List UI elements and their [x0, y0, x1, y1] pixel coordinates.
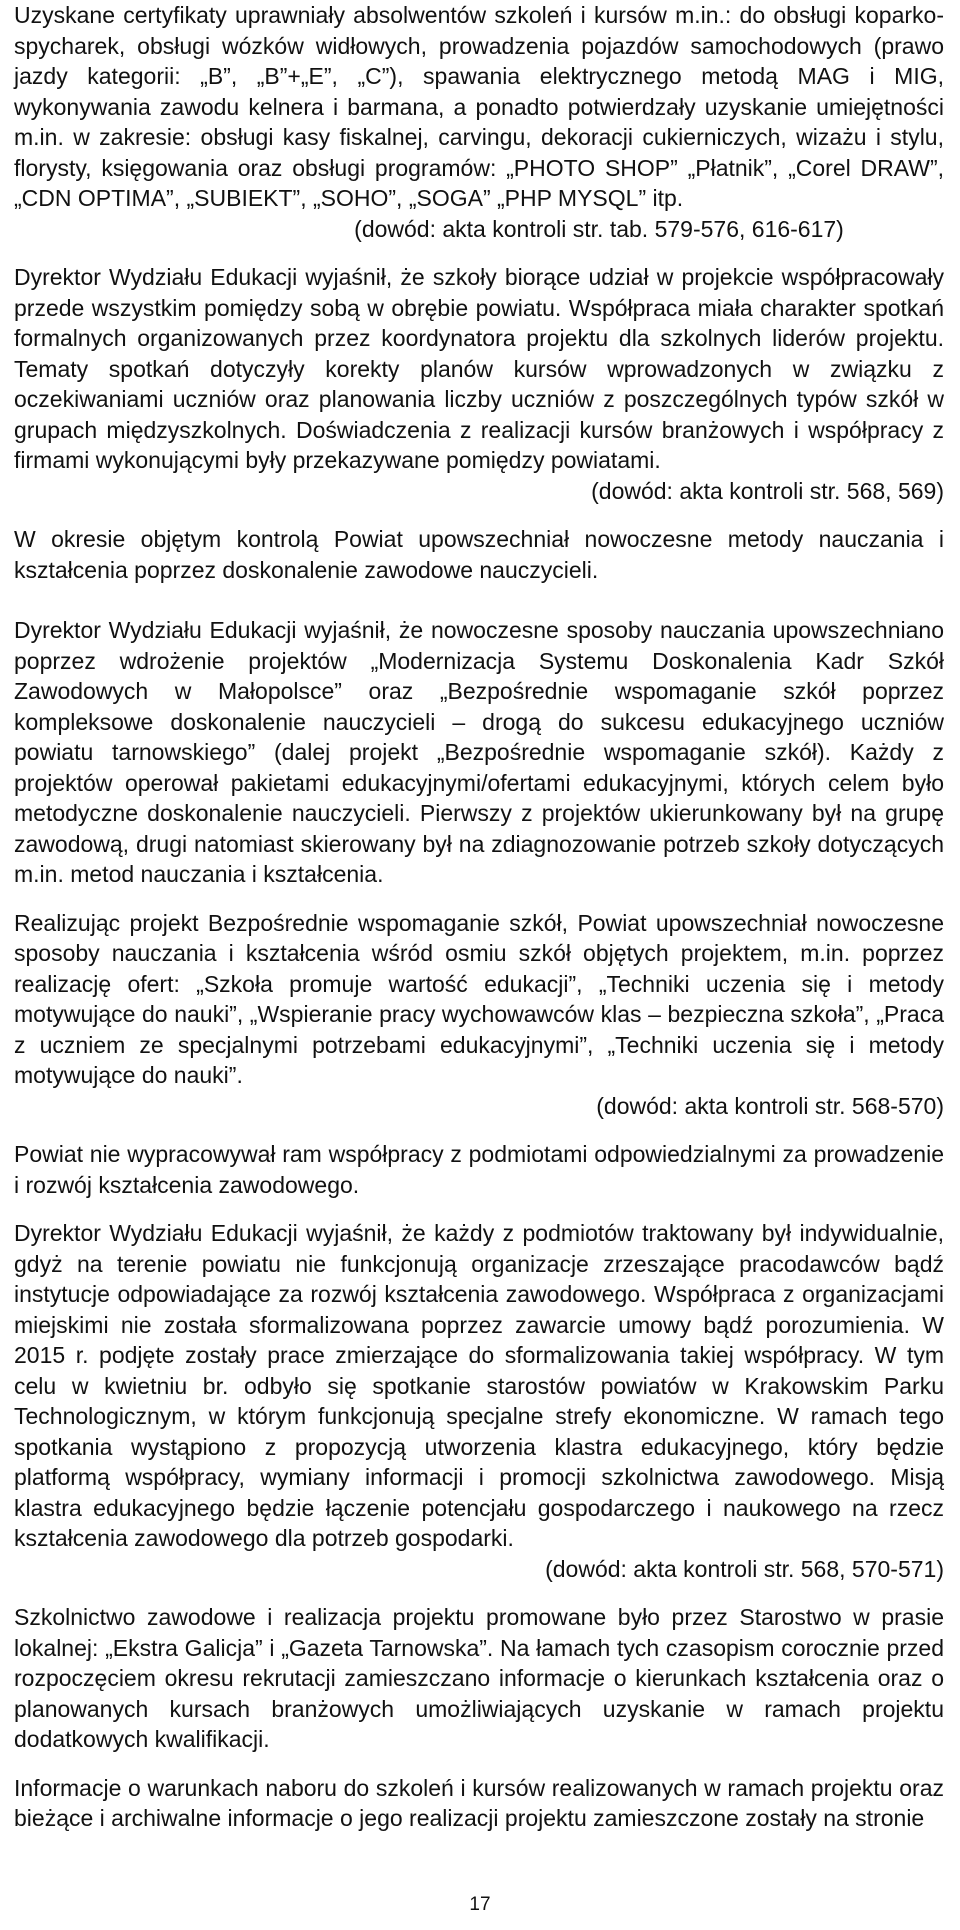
- paragraph-school-support: Realizując projekt Bezpośrednie wspomaganie szkół, Powiat upowszechniał nowoczesne sposoby nauczania i kształcenia wśród osmiu szkół objętych projektem, m.in. poprzez realizację ofert: „Szkoła promuje wartość edukacji”, „Techniki uczenia się i metody motywujące do nauki”, „Wspieranie pracy wychowawców klas – bezpieczna szkoła”, „Praca z uczniem ze specjalnymi potrzebami edukacyjnymi”, „Techniki uczenia się i metody motywujące do nauki”.: [14, 909, 944, 1088]
- paragraph-cluster: Dyrektor Wydziału Edukacji wyjaśnił, że każdy z podmiotów traktowany był indywidualnie, gdyż na terenie powiatu nie funkcjonują organizacje zrzeszające pracodawców bądź instytucje odpowiadające za rozwój kształcenia zawodowego. Współpraca z organizacjami miejskimi nie została sformalizowana poprzez zawarcie umowy bądź porozumienia. W 2015 r. podjęte zostały prace zmierzające do sformalizowania takiej współpracy. W tym celu w kwietniu br. odbyło się spotkanie starostów powiatów w Krakowskim Parku Technologicznym, w którym funkcjonują specjalne strefy ekonomiczne. W ramach tego spotkania wystąpiono z propozycją utworzenia klastra edukacyjnego, który będzie platformą współpracy, wymiany informacji i promocji szkolnictwa zawodowego. Misją klastra edukacyjnego będzie łączenie potencjału gospodarczego i naukowego na rzecz kształcenia zawodowego dla potrzeb gospodarki.: [14, 1220, 944, 1551]
- paragraph-modern-methods: W okresie objętym kontrolą Powiat upowszechniał nowoczesne metody nauczania i kształcenia poprzez doskonalenie zawodowe nauczycieli.: [14, 526, 944, 583]
- evidence-citation: (dowód: akta kontroli str. 568, 569): [591, 477, 944, 504]
- paragraph-projects: Dyrektor Wydziału Edukacji wyjaśnił, że nowoczesne sposoby nauczania upowszechniano poprzez wdrożenie projektów „Modernizacja Systemu Doskonalenia Kadr Szkół Zawodowych w Małopolsce” oraz „Bezpośrednie wspomaganie szkół poprzez kompleksowe doskonalenie nauczycieli – drogą do sukcesu edukacyjnego uczniów powiatu tarnowskiego” (dalej projekt „Bezpośrednie wspomaganie szkół). Każdy z projektów operował pakietami edukacyjnymi/ofertami edukacyjnymi, których celem było metodyczne doskonalenie nauczycieli. Pierwszy z projektów ukierunkowany był na grupę zawodową, drugi natomiast skierowany był na zdiagnozowanie potrzeb szkoły dotyczących m.in. metod nauczania i kształcenia.: [14, 617, 944, 887]
- document-body: [14, 0, 944, 1834]
- paragraph-certificates: Uzyskane certyfikaty uprawniały absolwentów szkoleń i kursów m.in.: do obsługi koparko-spycharek, obsługi wózków widłowych, prowadzenia pojazdów samochodowych (prawo jazdy kategorii: „B”, „B”+„E”, „C”), spawania elektrycznego metodą MAG i MIG, wykonywania zawodu kelnera i barmana, a ponadto potwierdzały uzyskanie umiejętności m.in. w zakresie: obsługi kasy fiskalnej, carvingu, dekoracji cukierniczych, wizażu i stylu, florysty, księgowania oraz obsługi programów: „PHOTO SHOP” „Płatnik”, „Corel DRAW”, „CDN OPTIMA”, „SUBIEKT”, „SOHO”, „SOGA” „PHP MYSQL” itp.: [14, 2, 944, 211]
- paragraph-website-info: Informacje o warunkach naboru do szkoleń i kursów realizowanych w ramach projektu oraz bieżące i archiwalne informacje o jego realizacji projektu zamieszczone zostały na stronie: [14, 1774, 944, 1831]
- evidence-citation: (dowód: akta kontroli str. tab. 579-576, 616-617): [354, 215, 844, 242]
- evidence-citation: (dowód: akta kontroli str. 568-570): [596, 1092, 944, 1119]
- evidence-citation: (dowód: akta kontroli str. 568, 570-571): [545, 1555, 944, 1582]
- paragraph-cooperation-framework: Powiat nie wypracowywał ram współpracy z podmiotami odpowiedzialnymi za prowadzenie i rozwój kształcenia zawodowego.: [14, 1141, 944, 1198]
- page-number: 17: [469, 1894, 491, 1915]
- paragraph-press-promotion: Szkolnictwo zawodowe i realizacja projektu promowane było przez Starostwo w prasie lokalnej: „Ekstra Galicja” i „Gazeta Tarnowska”. Na łamach tych czasopism corocznie przed rozpoczęciem okresu rekrutacji zamieszczano informacje o kierunkach kształcenia oraz o planowanych kursach branżowych umożliwiających uzyskanie w ramach projektu dodatkowych kwalifikacji.: [14, 1604, 944, 1752]
- paragraph-school-cooperation: Dyrektor Wydziału Edukacji wyjaśnił, że szkoły biorące udział w projekcie współpracowały przede wszystkim pomiędzy sobą w obrębie powiatu. Współpraca miała charakter spotkań formalnych organizowanych przez koordynatora projektu dla szkolnych liderów projektu. Tematy spotkań dotyczyły korekty planów kursów wprowadzonych w związku z oczekiwaniami uczniów oraz planowania liczby uczniów z poszczególnych typów szkół w grupach międzyszkolnych. Doświadczenia z realizacji kursów branżowych i współpracy z firmami wykonującymi były przekazywane pomiędzy powiatami.: [14, 264, 944, 473]
